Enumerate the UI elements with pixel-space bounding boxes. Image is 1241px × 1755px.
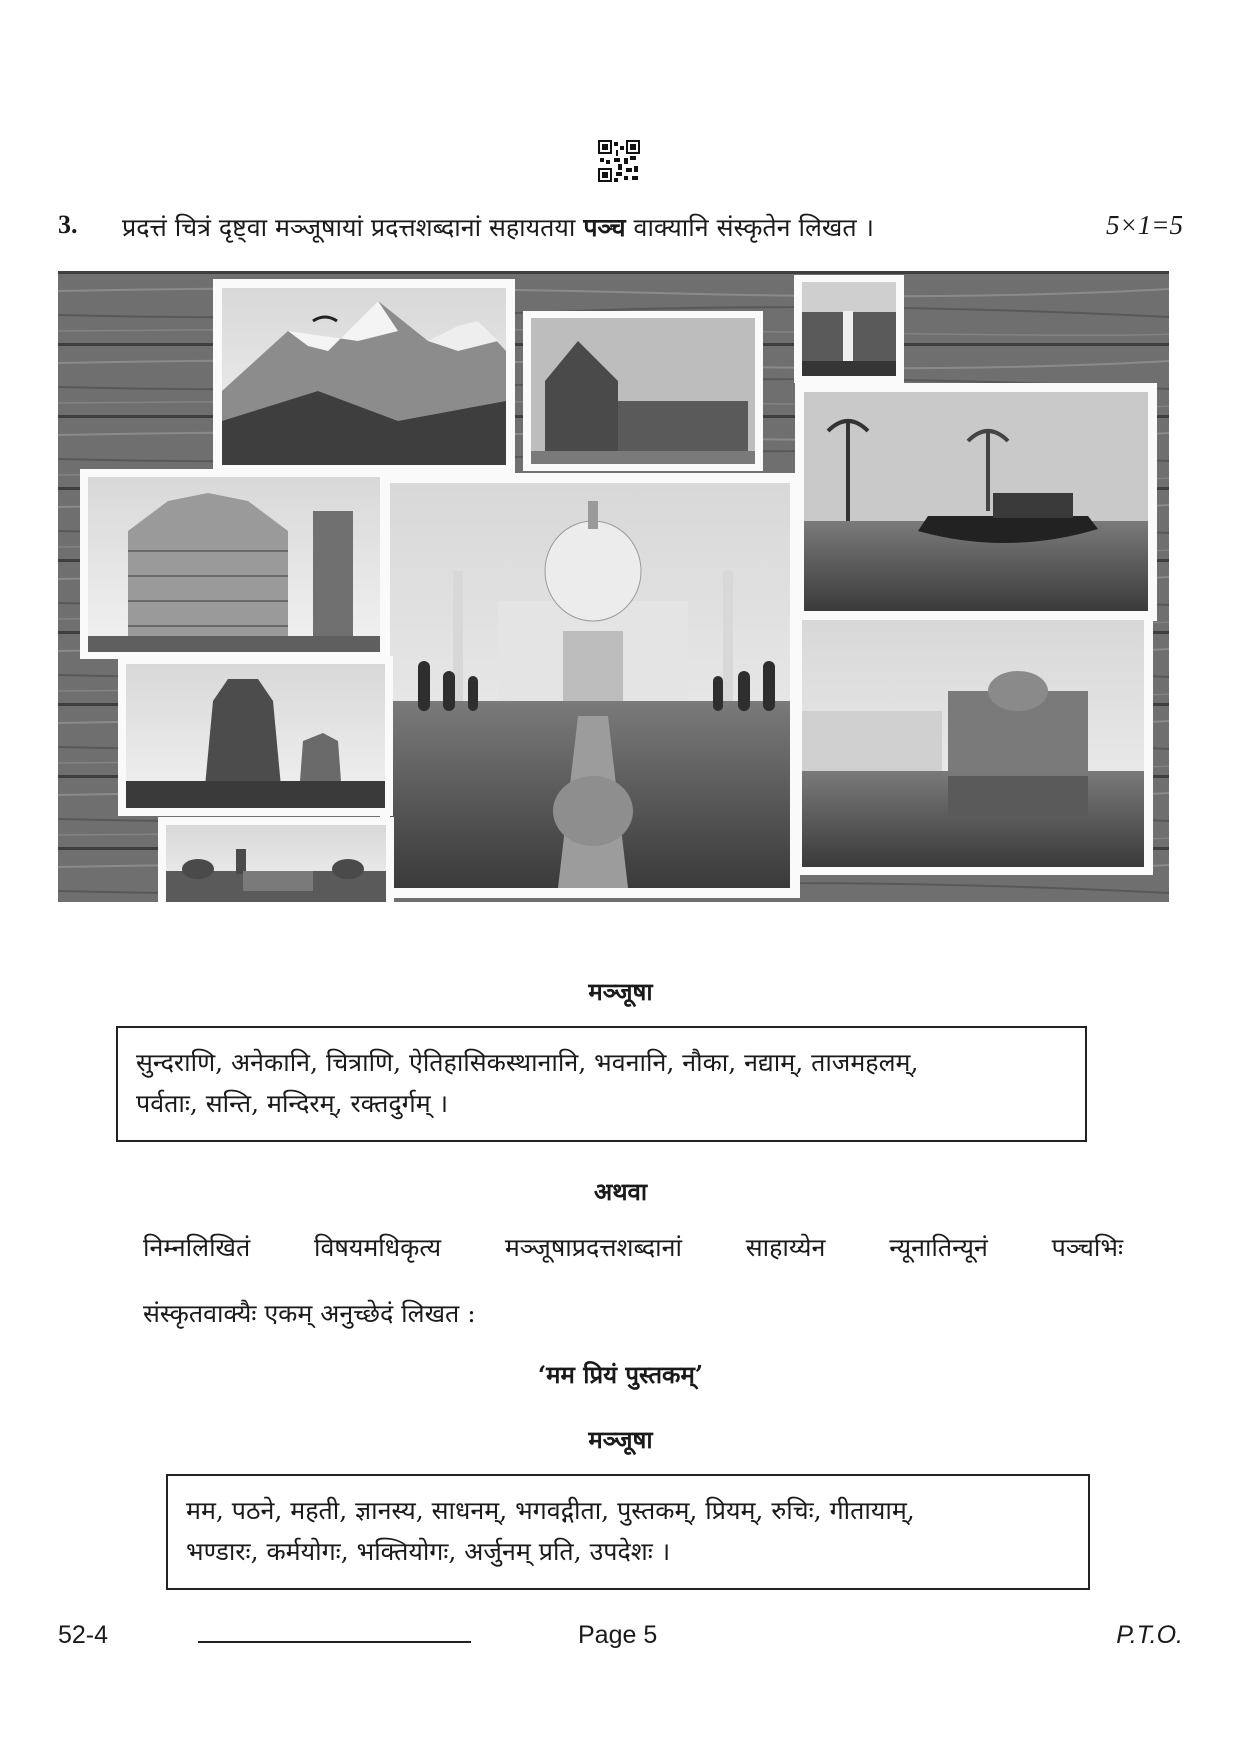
box2-heading: मञ्जूषा xyxy=(588,1425,653,1454)
photo-taj-mahal xyxy=(380,473,800,898)
word-box-1 xyxy=(116,1026,1087,1142)
pto-label: P.T.O. xyxy=(1116,1621,1183,1649)
footer-rule xyxy=(198,1641,471,1643)
photo-konark-temple xyxy=(523,311,763,471)
page-footer xyxy=(58,1621,1183,1661)
question-line xyxy=(58,206,1183,246)
photo-hawa-mahal xyxy=(80,469,394,659)
topic-title: ‘मम प्रियं पुस्तकम्’ xyxy=(537,1360,704,1389)
word-box-1-line1: सुन्दराणि, अनेकानि, चित्राणि, ऐतिहासिकस्थानानि, भवनानि, नौका, नद्याम्, ताजमहलम्, xyxy=(136,1048,919,1077)
instruction-paragraph xyxy=(143,1230,1123,1330)
paper-code: 52-4 xyxy=(58,1621,109,1649)
photo-mountains xyxy=(213,279,515,474)
word-box-1-line2: पर्वताः, सन्ति, मन्दिरम्, रक्तदुर्गम् । xyxy=(136,1089,449,1118)
photo-golden-temple xyxy=(793,611,1153,875)
box1-heading: मञ्जूषा xyxy=(588,977,653,1006)
photo-collage xyxy=(58,271,1169,902)
photo-kerala-backwaters xyxy=(795,383,1157,621)
instruction-line2: संस्कृतवाक्यैः एकम् अनुच्छेदं लिखत : xyxy=(143,1299,476,1328)
qr-code-icon xyxy=(598,140,640,182)
photo-meenakshi-temple xyxy=(118,656,393,816)
instruction-word: पञ्चभिः xyxy=(1051,1233,1123,1262)
question-number: 3. xyxy=(58,210,78,239)
question-text: प्रदत्तं चित्रं दृष्ट्वा मञ्जूषायां प्रदत्तशब्दानां सहायतया पञ्च वाक्यानि संस्कृतेन लिखत । xyxy=(122,213,875,242)
page-number: Page 5 xyxy=(578,1621,658,1649)
photo-waterfall xyxy=(794,275,904,383)
instruction-word: निम्नलिखितं xyxy=(143,1233,251,1262)
word-box-2 xyxy=(166,1474,1090,1590)
word-box-2-line1: मम, पठने, महती, ज्ञानस्य, साधनम्, भगवद्गीता, पुस्तकम्, प्रियम्, रुचिः, गीतायाम्, xyxy=(186,1496,915,1525)
word-box-2-line2: भण्डारः, कर्मयोगः, भक्तियोगः, अर्जुनम् प्रति, उपदेशः । xyxy=(186,1537,671,1566)
instruction-word: विषयमधिकृत्य xyxy=(314,1233,442,1262)
photo-red-fort xyxy=(158,817,394,902)
or-label: अथवा xyxy=(593,1177,648,1206)
question-marks: 5×1=5 xyxy=(1106,210,1183,240)
instruction-word: न्यूनातिन्यूनं xyxy=(889,1233,988,1262)
instruction-word: मञ्जूषाप्रदत्तशब्दानां xyxy=(504,1233,682,1262)
instruction-word: साहाय्येन xyxy=(745,1233,826,1262)
